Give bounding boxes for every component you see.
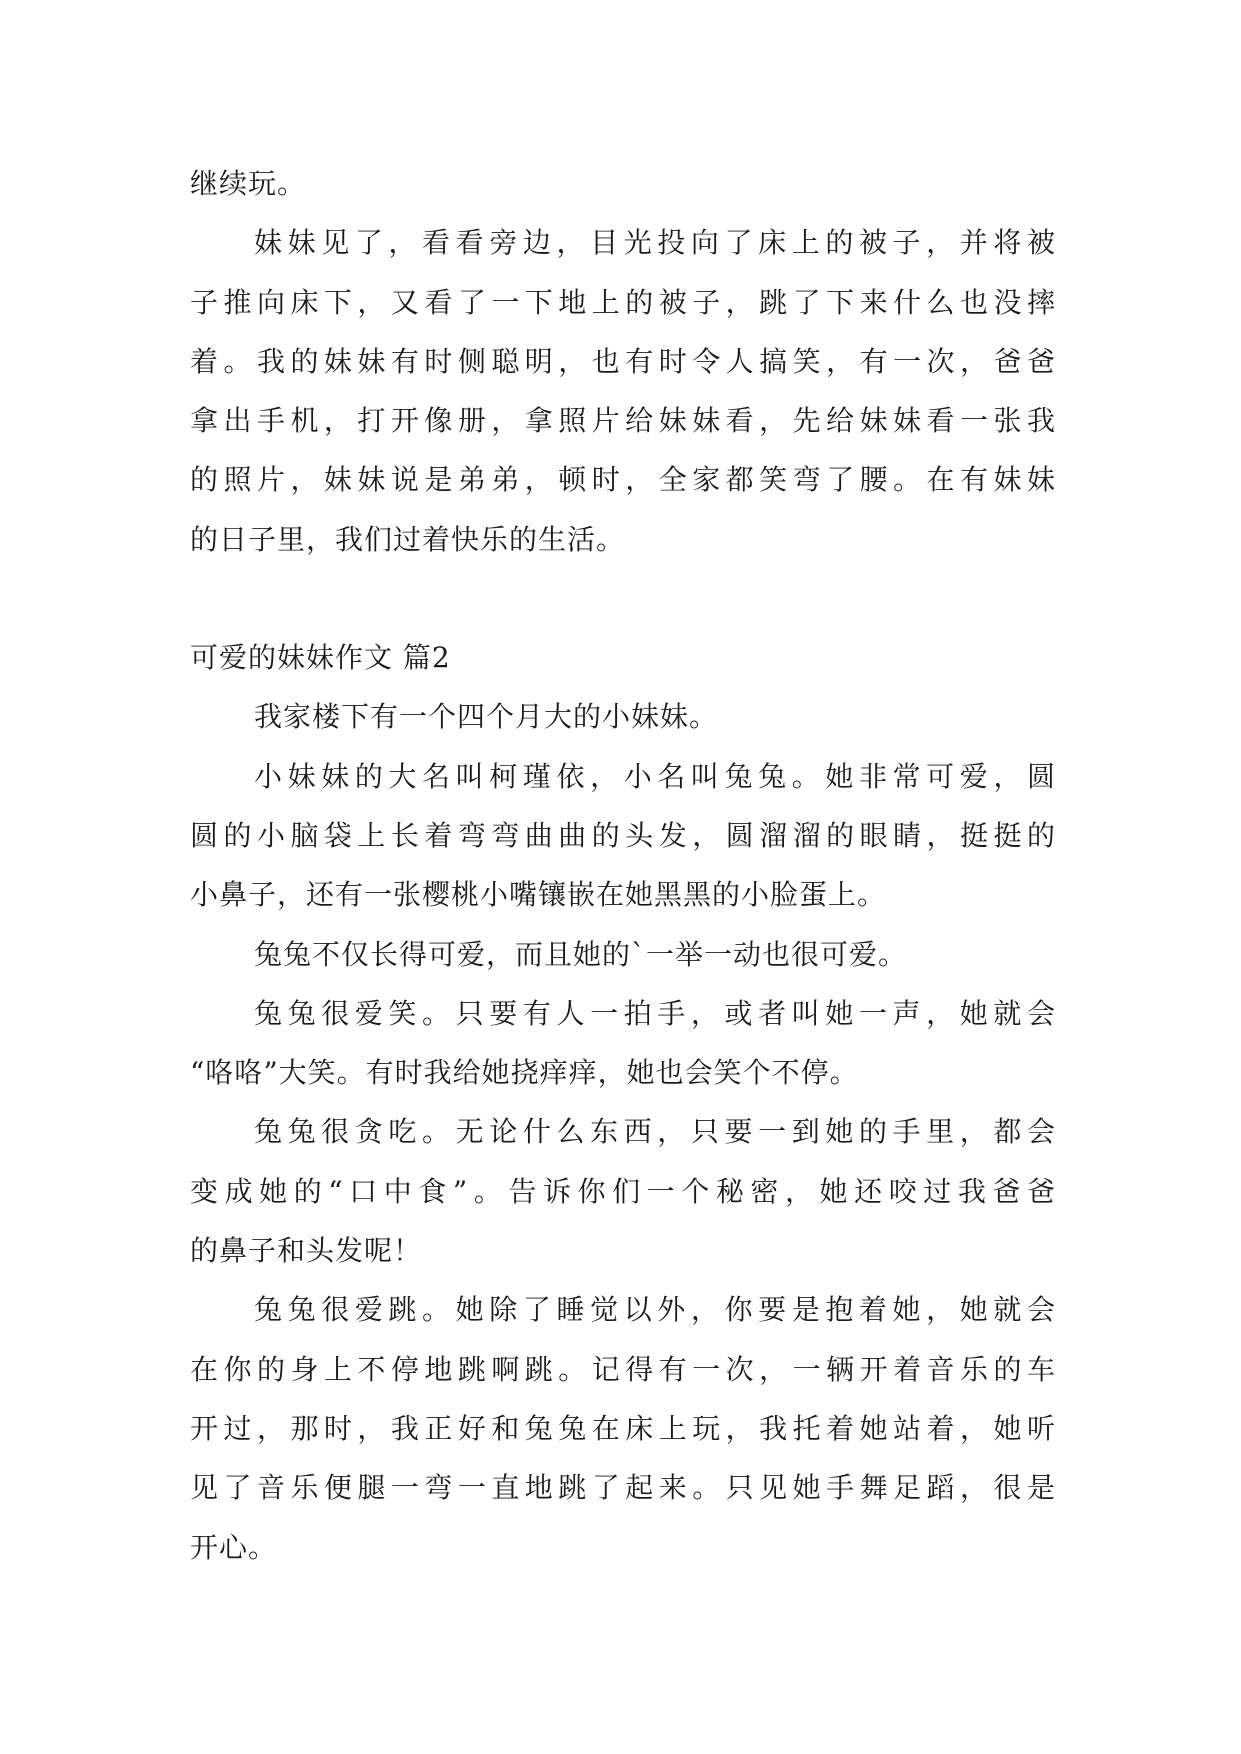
paragraph-line: 兔兔很爱跳。她除了睡觉以外，你要是抱着她，她就会 (254, 1293, 1056, 1327)
paragraph-line: 妹妹见了，看看旁边，目光投向了床上的被子，并将被 (254, 226, 1056, 260)
paragraph-line: 开过，那时，我正好和兔兔在床上玩，我托着她站着，她听 (190, 1411, 1056, 1445)
paragraph-line: 的鼻子和头发呢！ (190, 1234, 423, 1268)
paragraph-line: 兔兔很贪吃。无论什么东西，只要一到她的手里，都会 (254, 1115, 1056, 1149)
paragraph-line: 的照片，妹妹说是弟弟，顿时，全家都笑弯了腰。在有妹妹 (190, 463, 1056, 497)
section-heading: 可爱的妹妹作文 篇2 (190, 641, 451, 675)
paragraph-line: 着。我的妹妹有时侧聪明，也有时令人搞笑，有一次，爸爸 (190, 344, 1056, 378)
paragraph-line: 变成她的“口中食”。告诉你们一个秘密，她还咬过我爸爸 (190, 1174, 1056, 1208)
paragraph-line: 兔兔很爱笑。只要有人一拍手，或者叫她一声，她就会 (254, 996, 1056, 1030)
document-body (190, 154, 1056, 1577)
paragraph-line: 的日子里，我们过着快乐的生活。 (190, 522, 626, 556)
paragraph-line: 见了音乐便腿一弯一直地跳了起来。只见她手舞足蹈，很是 (190, 1471, 1056, 1505)
paragraph-line: 圆的小脑袋上长着弯弯曲曲的头发，圆溜溜的眼睛，挺挺的 (190, 818, 1056, 852)
paragraph-line: 在你的身上不停地跳啊跳。记得有一次，一辆开着音乐的车 (190, 1352, 1056, 1386)
paragraph-line: 小妹妹的大名叫柯瑾依，小名叫兔兔。她非常可爱，圆 (254, 759, 1056, 793)
paragraph-line: “咯咯”大笑。有时我给她挠痒痒，她也会笑个不停。 (190, 1056, 859, 1090)
paragraph-line: 小鼻子，还有一张樱桃小嘴镶嵌在她黑黑的小脸蛋上。 (190, 878, 887, 912)
paragraph-line: 我家楼下有一个四个月大的小妹妹。 (254, 700, 719, 734)
paragraph-line: 开心。 (190, 1530, 278, 1564)
paragraph-line: 拿出手机，打开像册，拿照片给妹妹看，先给妹妹看一张我 (190, 404, 1056, 438)
paragraph-line: 子推向床下，又看了一下地上的被子，跳了下来什么也没摔 (190, 285, 1056, 319)
paragraph-line: 兔兔不仅长得可爱，而且她的`一举一动也很可爱。 (254, 937, 908, 971)
paragraph-line: 继续玩。 (190, 167, 307, 200)
